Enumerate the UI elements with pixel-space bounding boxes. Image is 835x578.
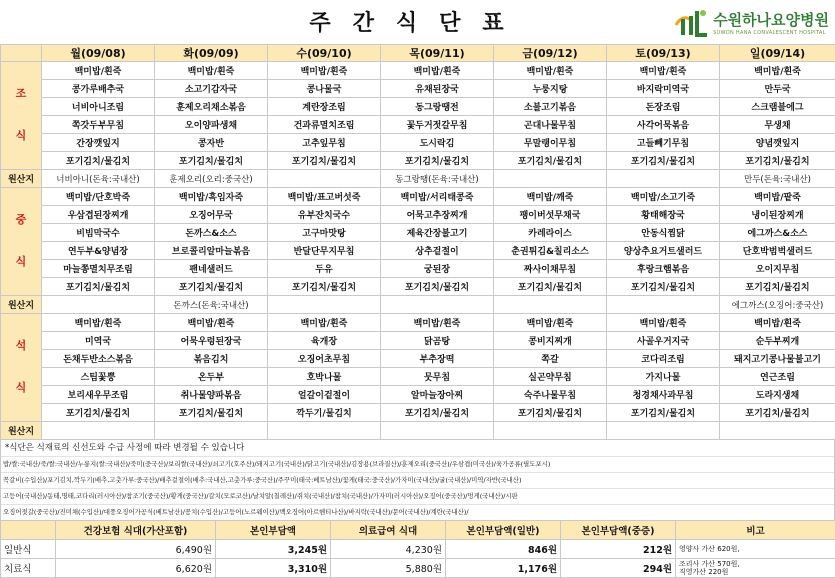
origin-line: 오징어젓갈(중국산)/진미채(수입산)/대풍오징어가공식(베트남산)/꽁치(수입산)/고등어(노르웨이산)/백오징어(아르헨티나산)/바지락(국내산)/문어(국내산)/계란(국내산)/ (1, 504, 834, 520)
dish-row (1, 260, 835, 278)
origin-cell (607, 422, 720, 440)
dish-row (1, 224, 835, 242)
cost-value: 3,310원 (216, 559, 331, 578)
origin-cell: 훈제오리(오리:중국산) (155, 170, 268, 188)
dish-row (1, 386, 835, 404)
dish-cell: 백미밥/흰죽 (268, 314, 381, 332)
origin-label: 원산지 (1, 170, 42, 188)
dish-cell: 포기김치/물김치 (494, 152, 607, 170)
dish-cell: 청경채사과무침 (607, 386, 720, 404)
dish-cell: 제육간장불고기 (381, 224, 494, 242)
dish-cell: 반달단무지무침 (268, 242, 381, 260)
notice-text: *식단은 식재료의 신선도와 수급 사정에 따라 변경될 수 있습니다 (1, 440, 834, 456)
dish-cell: 포기김치/물김치 (720, 278, 835, 296)
cost-value: 212원 (561, 540, 676, 559)
dish-cell: 포기김치/물김치 (381, 404, 494, 422)
dish-cell: 백미밥/흰죽 (42, 62, 155, 80)
dish-cell: 춘권튀김&칠리소스 (494, 242, 607, 260)
dish-cell: 실곤약무침 (494, 368, 607, 386)
hospital-name: 수원하나요양병원 (713, 9, 829, 30)
cost-row-therapeutic (1, 559, 835, 578)
dish-cell: 오징어무국 (155, 206, 268, 224)
dish-cell: 에그까스&소스 (720, 224, 835, 242)
dish-cell: 콩나물국 (268, 80, 381, 98)
meal-label: 석 식 (1, 314, 42, 422)
dish-row (1, 314, 835, 332)
dish-cell: 너비아니조림 (42, 98, 155, 116)
dish-cell: 바지락미역국 (607, 80, 720, 98)
dish-cell: 코다리조림 (607, 350, 720, 368)
dish-cell: 부추장떡 (381, 350, 494, 368)
dish-cell: 쪽갓두부무침 (42, 116, 155, 134)
dish-cell: 포기김치/물김치 (494, 404, 607, 422)
dish-cell: 도라지생채 (720, 386, 835, 404)
cost-value: 846원 (446, 540, 561, 559)
cost-header: 의료급여 식대 (331, 521, 446, 540)
cost-header: 건강보험 식대(가산포함) (56, 521, 216, 540)
dish-cell: 오징어초무침 (268, 350, 381, 368)
origin-line: 꼭갈비(수입산)/포기김치,깍두기(배추,고춧가루:중국산)/배추겉절이(배추:국내산,고춧가루:중국산)/주꾸미(태국:베트남산)/꽃게(태국:중국산)/가자미(국내산)/굴(국내산)/미역/자반(국내산) (1, 472, 834, 488)
dish-cell: 포기김치/물김치 (42, 152, 155, 170)
meal-cost-table (0, 520, 835, 578)
dish-cell: 궁된장 (381, 260, 494, 278)
origin-cell (607, 296, 720, 314)
dish-cell: 백미밥/흰죽 (268, 62, 381, 80)
origin-cell: 만두(돈육:국내산) (720, 170, 835, 188)
dish-cell: 백미밥/팥죽 (720, 188, 835, 206)
cost-value: 3,245원 (216, 540, 331, 559)
origin-cell (381, 296, 494, 314)
logo-mark-icon (673, 7, 711, 37)
meal-label: 조 식 (1, 62, 42, 170)
dish-cell: 알마늘장아찌 (381, 386, 494, 404)
origin-row (1, 422, 835, 440)
origin-line: 고등어(국내산)/동태,명태,코다리(러시아산)/참조기(중국산)/황게(중국산)/갈치(모로코산)/날치알(칠레산)/쥐치(국내산)/참치(국내산)/가자미(러시아산)/오징어(중국산)/멍게(국내산)/시판 (1, 488, 834, 504)
cost-row-label: 치료식 (1, 559, 56, 578)
dish-cell: 어묵우렁된장국 (155, 332, 268, 350)
dish-cell: 백미밥/소고기죽 (607, 188, 720, 206)
dish-cell: 포기김치/물김치 (381, 278, 494, 296)
dish-row (1, 206, 835, 224)
dish-cell: 쪽갈 (494, 350, 607, 368)
day-header: 금(09/12) (494, 45, 607, 62)
day-header: 토(09/13) (607, 45, 720, 62)
dish-cell: 유부잔치국수 (268, 206, 381, 224)
cost-row-label: 일반식 (1, 540, 56, 559)
dish-cell: 오이양파생채 (155, 116, 268, 134)
dish-cell: 돈까스&소스 (155, 224, 268, 242)
page-title: 주간식단표 (0, 6, 835, 37)
dish-cell: 포기김치/물김치 (268, 152, 381, 170)
dish-cell: 스팀꽃뿡 (42, 368, 155, 386)
dish-cell: 백미밥/흰죽 (155, 314, 268, 332)
day-header-row (1, 45, 835, 62)
dish-cell: 백미밥/단호박죽 (42, 188, 155, 206)
dish-row (1, 152, 835, 170)
dish-cell: 온두부 (155, 368, 268, 386)
day-header: 수(09/10) (268, 45, 381, 62)
dish-row (1, 242, 835, 260)
origin-cell: 너비아니(돈육:국내산) (42, 170, 155, 188)
dish-cell: 팬네샐러드 (155, 260, 268, 278)
origin-cell (720, 422, 835, 440)
dish-row (1, 332, 835, 350)
cost-value: 5,880원 (331, 559, 446, 578)
weekly-menu-table (0, 44, 835, 440)
dish-cell: 뭇무침 (381, 368, 494, 386)
dish-cell: 포기김치/물김치 (720, 404, 835, 422)
dish-cell: 양념깻잎지 (720, 134, 835, 152)
dish-cell: 백미밥/흰죽 (607, 62, 720, 80)
origin-cell (607, 170, 720, 188)
dish-cell: 카레라이스 (494, 224, 607, 242)
dish-cell: 곤대나물무침 (494, 116, 607, 134)
dish-cell: 콩자반 (155, 134, 268, 152)
dish-cell: 고들빼기무침 (607, 134, 720, 152)
dish-cell: 콩가루배추국 (42, 80, 155, 98)
hospital-logo (673, 6, 829, 38)
cost-value: 6,490원 (56, 540, 216, 559)
origin-cell: 동그랑땡(돈육:국내산) (381, 170, 494, 188)
dish-row (1, 134, 835, 152)
dish-cell: 훈제오리채소볶음 (155, 98, 268, 116)
dish-cell: 단호박범벅샐러드 (720, 242, 835, 260)
dish-cell: 백미밥/흰죽 (720, 62, 835, 80)
dish-cell: 숙주나물무침 (494, 386, 607, 404)
origin-row (1, 170, 835, 188)
dish-cell: 포기김치/물김치 (607, 152, 720, 170)
dish-cell: 백미밥/흰죽 (720, 314, 835, 332)
dish-cell: 백미밥/표고버섯죽 (268, 188, 381, 206)
origin-cell (268, 170, 381, 188)
dish-cell: 백미밥/흰죽 (494, 62, 607, 80)
dish-cell: 브로콜리알마늘볶음 (155, 242, 268, 260)
dish-cell: 보리새우무조림 (42, 386, 155, 404)
dish-cell: 호박나물 (268, 368, 381, 386)
dish-cell: 포기김치/물김치 (607, 404, 720, 422)
dish-cell: 상추겉절이 (381, 242, 494, 260)
origin-cell (494, 296, 607, 314)
dish-row (1, 278, 835, 296)
dish-cell: 육개장 (268, 332, 381, 350)
dish-cell: 포기김치/물김치 (42, 404, 155, 422)
dish-cell: 돈장조림 (607, 98, 720, 116)
dish-cell: 포기김치/물김치 (607, 278, 720, 296)
origin-cell: 에그까스(오징어:중국산) (720, 296, 835, 314)
dish-cell: 포기김치/물김치 (381, 152, 494, 170)
dish-row (1, 188, 835, 206)
menu-body (1, 62, 835, 440)
origin-cell (42, 422, 155, 440)
dish-cell: 포기김치/물김치 (155, 278, 268, 296)
dish-cell: 양상추요거트샐러드 (607, 242, 720, 260)
dish-cell: 포기김치/물김치 (42, 278, 155, 296)
cost-value: 294원 (561, 559, 676, 578)
dish-cell: 건과류멸치조림 (268, 116, 381, 134)
dish-cell: 소고기감자국 (155, 80, 268, 98)
dish-cell: 연근조림 (720, 368, 835, 386)
dish-cell: 닭곰탕 (381, 332, 494, 350)
header-corner (1, 45, 42, 62)
dish-cell: 백미밥/흰죽 (494, 314, 607, 332)
hospital-name-en: SUWON HANA CONVALESCENT HOSPITAL (713, 30, 829, 36)
origin-cell (494, 170, 607, 188)
dish-cell: 깍두기/물김치 (268, 404, 381, 422)
dish-cell: 짜사이채무침 (494, 260, 607, 278)
dish-cell: 포기김치/물김치 (155, 404, 268, 422)
origin-cell (494, 422, 607, 440)
dish-row (1, 404, 835, 422)
origin-cell (268, 296, 381, 314)
day-header: 화(09/09) (155, 45, 268, 62)
dish-cell: 연두부&양념장 (42, 242, 155, 260)
day-header: 월(09/08) (42, 45, 155, 62)
dish-cell: 무생채 (720, 116, 835, 134)
dish-cell: 사각어묵볶음 (607, 116, 720, 134)
dish-cell: 포기김치/물김치 (155, 152, 268, 170)
origin-cell (42, 296, 155, 314)
dish-cell: 냉이된장찌개 (720, 206, 835, 224)
dish-cell: 백미밥/흰죽 (381, 314, 494, 332)
dish-cell: 무말랭이무침 (494, 134, 607, 152)
dish-cell: 백미밥/흰죽 (42, 314, 155, 332)
dish-cell: 사골우거지국 (607, 332, 720, 350)
dish-cell: 비빔막국수 (42, 224, 155, 242)
dish-cell: 순두부찌개 (720, 332, 835, 350)
cost-header: 본인부담액(일반) (446, 521, 561, 540)
dish-row (1, 368, 835, 386)
dish-cell: 얼갈이겉절이 (268, 386, 381, 404)
origin-line: 밥/쌀:국내산/죽/쌀:국내산/누룽지(쌀:국내산)/죽미(중국산)/보리쌀(국내산)/쇠고기(호주산)/돼지고기(국내산)/닭고기(국내산)/김장용(브라질산)/훈제오리(중국산)/우삼겹(미국산)/육가공류(필도포시) (1, 456, 834, 472)
dish-cell: 스크램블에그 (720, 98, 835, 116)
day-header: 목(09/11) (381, 45, 494, 62)
day-header: 일(09/14) (720, 45, 835, 62)
dish-cell: 고추잎무침 (268, 134, 381, 152)
dish-cell: 동그랑땡전 (381, 98, 494, 116)
notes-section (0, 440, 835, 520)
dish-cell: 포기김치/물김치 (268, 278, 381, 296)
cost-header-row (1, 521, 835, 540)
cost-row-regular (1, 540, 835, 559)
dish-cell: 미역국 (42, 332, 155, 350)
dish-cell: 누룽지탕 (494, 80, 607, 98)
cost-value: 6,620원 (56, 559, 216, 578)
dish-cell: 가지나물 (607, 368, 720, 386)
meal-label: 중 식 (1, 188, 42, 296)
dish-cell: 어묵고추장찌개 (381, 206, 494, 224)
cost-header (1, 521, 56, 540)
dish-cell: 볶음김치 (155, 350, 268, 368)
dish-row (1, 80, 835, 98)
origin-row (1, 296, 835, 314)
origin-cell: 돈까스(돈육:국내산) (155, 296, 268, 314)
dish-cell: 백미밥/서리태콩죽 (381, 188, 494, 206)
dish-cell: 꽃두거젓갈무침 (381, 116, 494, 134)
dish-row (1, 116, 835, 134)
dish-cell: 돈채두반소스볶음 (42, 350, 155, 368)
origin-label: 원산지 (1, 422, 42, 440)
dish-cell: 취나물양파볶음 (155, 386, 268, 404)
dish-cell: 두유 (268, 260, 381, 278)
origin-cell (381, 422, 494, 440)
dish-cell: 소불고기볶음 (494, 98, 607, 116)
dish-row (1, 62, 835, 80)
dish-cell: 유채된장국 (381, 80, 494, 98)
dish-cell: 백미밥/흰죽 (607, 314, 720, 332)
dish-row (1, 350, 835, 368)
dish-cell: 백미밥/흰죽 (381, 62, 494, 80)
logo-text (713, 9, 829, 36)
dish-cell: 계란장조림 (268, 98, 381, 116)
dish-cell: 후랑크햄볶음 (607, 260, 720, 278)
cost-header: 본인부담액 (216, 521, 331, 540)
dish-cell: 마늘쫑멸치무조림 (42, 260, 155, 278)
dish-cell: 만두국 (720, 80, 835, 98)
dish-cell: 고구마맛탕 (268, 224, 381, 242)
dish-cell: 콩비지찌개 (494, 332, 607, 350)
cost-header: 비고 (676, 521, 835, 540)
dish-cell: 포기김치/물김치 (720, 152, 835, 170)
dish-cell: 백미밥/흰죽 (155, 62, 268, 80)
dish-cell: 팽이버섯무채국 (494, 206, 607, 224)
dish-cell: 간장깻잎지 (42, 134, 155, 152)
dish-cell: 도시락김 (381, 134, 494, 152)
origin-label: 원산지 (1, 296, 42, 314)
cost-value: 1,176원 (446, 559, 561, 578)
origin-cell (268, 422, 381, 440)
dish-cell: 우삼겹된장찌개 (42, 206, 155, 224)
dish-cell: 돼지고기콩나물불고기 (720, 350, 835, 368)
dish-row (1, 98, 835, 116)
origin-cell (155, 422, 268, 440)
cost-note: 영양사 가산 620원, (676, 540, 835, 559)
cost-note: 조리사 가산 570원, 직영가산 220원 (676, 559, 835, 578)
dish-cell: 포기김치/물김치 (494, 278, 607, 296)
dish-cell: 백미밥/흑임자죽 (155, 188, 268, 206)
dish-cell: 오이지무침 (720, 260, 835, 278)
dish-cell: 황태해장국 (607, 206, 720, 224)
cost-value: 4,230원 (331, 540, 446, 559)
title-bar (0, 0, 835, 44)
dish-cell: 백미밥/깨죽 (494, 188, 607, 206)
dish-cell: 안동식찜닭 (607, 224, 720, 242)
cost-header: 본인부담액(중증) (561, 521, 676, 540)
